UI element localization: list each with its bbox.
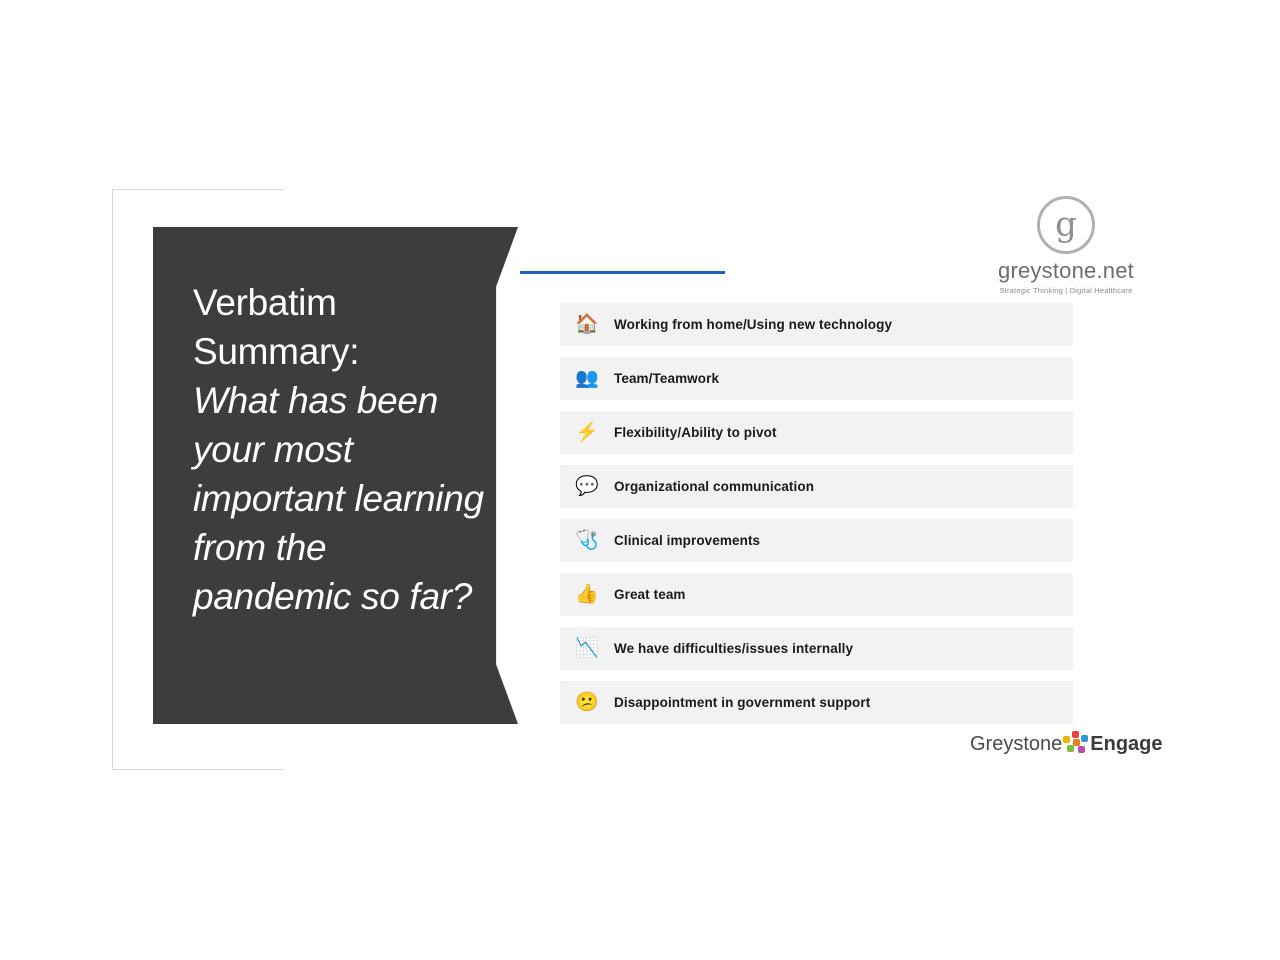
house-icon: 🏠 xyxy=(575,314,599,335)
frame-divider-vertical xyxy=(112,189,113,770)
page-title xyxy=(193,278,493,621)
thumbs-up-icon: 👍 xyxy=(575,584,599,605)
greystone-tagline: Strategic Thinking | Digital Healthcare xyxy=(999,286,1133,295)
greystone-engage-logo xyxy=(970,731,1163,757)
speech-bubbles-icon: 💬 xyxy=(575,476,599,497)
title-line-question: What has been your most important learning from the pandemic so far? xyxy=(193,380,484,617)
frame-divider-bottom xyxy=(112,769,284,770)
verbatim-theme-list xyxy=(560,303,1073,735)
list-item-label: Clinical improvements xyxy=(614,533,761,548)
chart-decreasing-icon: 📉 xyxy=(575,638,599,659)
list-item-label: Flexibility/Ability to pivot xyxy=(614,425,777,440)
accent-rule xyxy=(520,271,725,274)
greystone-g-mark-icon xyxy=(1037,196,1095,254)
list-item xyxy=(560,681,1073,724)
greystone-wordmark: greystone.net xyxy=(998,258,1134,283)
list-item-label: Great team xyxy=(614,587,686,602)
list-item-label: Team/Teamwork xyxy=(614,371,720,386)
list-item xyxy=(560,303,1073,346)
confused-face-icon: 😕 xyxy=(575,692,599,713)
list-item xyxy=(560,411,1073,454)
people-group-icon: 👥 xyxy=(575,368,599,389)
list-item-label: Organizational communication xyxy=(614,479,815,494)
list-item xyxy=(560,627,1073,670)
title-line-primary: Verbatim Summary: xyxy=(193,282,360,372)
list-item-label: Working from home/Using new technology xyxy=(614,317,893,332)
engage-logo-engage-word: Engage xyxy=(1090,732,1163,755)
greystone-logo xyxy=(996,196,1136,295)
list-item xyxy=(560,465,1073,508)
confetti-burst-icon xyxy=(1063,731,1089,757)
engage-logo-greystone-word: Greystone xyxy=(970,732,1063,755)
list-item xyxy=(560,519,1073,562)
list-item-label: Disappointment in government support xyxy=(614,695,871,710)
list-item xyxy=(560,357,1073,400)
list-item-label: We have difficulties/issues internally xyxy=(614,641,854,656)
stethoscope-icon: 🩺 xyxy=(575,530,599,551)
high-voltage-icon: ⚡ xyxy=(575,422,599,443)
greystone-mark-letter: g xyxy=(1055,204,1077,245)
frame-divider-top xyxy=(112,189,284,190)
list-item xyxy=(560,573,1073,616)
